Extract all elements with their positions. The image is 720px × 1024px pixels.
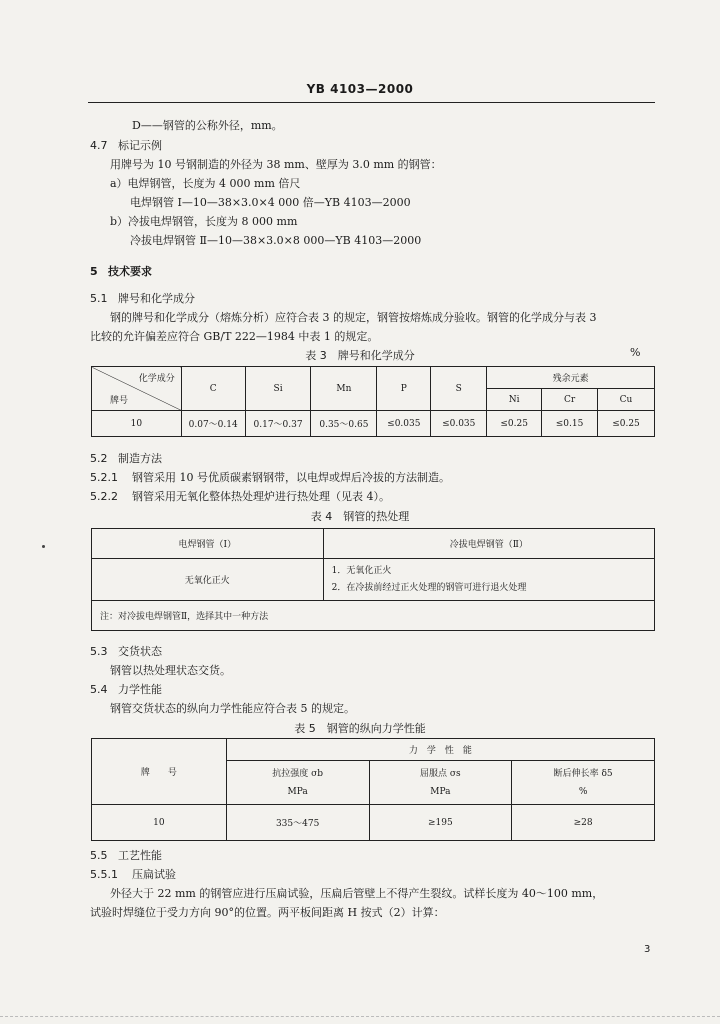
table-5-cell-elongation: ≥28 bbox=[512, 805, 655, 841]
table-5-caption: 表 5 钢管的纵向力学性能 bbox=[294, 722, 426, 735]
table-4-caption: 表 4 钢管的热处理 bbox=[310, 510, 410, 523]
table-3-cell-ni: ≤0.25 bbox=[487, 411, 542, 437]
section-5-1-number: 5.1 bbox=[90, 292, 108, 305]
table-4-cell-welded-method: 无氧化正火 bbox=[92, 559, 324, 601]
section-5-2-2-number: 5.2.2 bbox=[90, 490, 118, 503]
table-3-cell-c: 0.07～0.14 bbox=[181, 411, 245, 437]
table-3-cell-mn: 0.35～0.65 bbox=[311, 411, 377, 437]
table-3-caption: 表 3 牌号和化学成分 bbox=[305, 349, 415, 362]
table-5-header-tensile bbox=[226, 761, 369, 805]
section-4-7-number: 4.7 bbox=[90, 139, 108, 152]
table-3-corner-cell bbox=[92, 367, 182, 411]
table-3-header-si: Si bbox=[245, 367, 311, 411]
table-4-heat-treatment bbox=[91, 528, 655, 631]
section-5-1-paragraph-line-1: 钢的牌号和化学成分（熔炼分析）应符合表 3 的规定，钢管按熔炼成分验收。钢管的化学成分与表 3 bbox=[110, 311, 597, 324]
table-3-cell-s: ≤0.035 bbox=[431, 411, 487, 437]
table-5-cell-tensile: 335～475 bbox=[226, 805, 369, 841]
table-3-header-mn: Mn bbox=[311, 367, 377, 411]
section-5-number: 5 bbox=[90, 265, 98, 278]
table-3-header-cu: Cu bbox=[598, 389, 655, 411]
table-5-elongation-name: 断后伸长率 δ5 bbox=[553, 768, 613, 779]
table-3-corner-bottom: 牌号 bbox=[110, 396, 129, 406]
d-definition: D——钢管的公称外径，mm。 bbox=[132, 119, 283, 132]
section-5-5-1-title: 压扁试验 bbox=[132, 868, 176, 881]
table-5-header-grade: 牌 号 bbox=[92, 739, 227, 805]
header-rule bbox=[88, 102, 655, 103]
table-3-cell-si: 0.17～0.37 bbox=[245, 411, 311, 437]
table-3-header-cr: Cr bbox=[542, 389, 598, 411]
table-3-cell-cu: ≤0.25 bbox=[598, 411, 655, 437]
table-5-yield-name: 屈服点 σs bbox=[420, 768, 461, 779]
table-5-cell-yield: ≥195 bbox=[369, 805, 512, 841]
table-3-header-ni: Ni bbox=[487, 389, 542, 411]
table-5-header-group: 力 学 性 能 bbox=[226, 739, 654, 761]
section-5-5-1-paragraph-line-1: 外径大于 22 mm 的钢管应进行压扁试验，压扁后管壁上不得产生裂纹。试样长度为 40～100 mm， bbox=[110, 887, 604, 900]
table-5-header-elongation bbox=[512, 761, 655, 805]
section-5-3-number: 5.3 bbox=[90, 645, 108, 658]
table-4-header-cold-drawn: 冷拔电焊钢管（Ⅱ） bbox=[323, 529, 654, 559]
section-4-7-intro: 用牌号为 10 号钢制造的外径为 38 mm、壁厚为 3.0 mm 的钢管： bbox=[110, 158, 442, 171]
table-5-elongation-unit: % bbox=[578, 786, 588, 797]
section-5-4-number: 5.4 bbox=[90, 683, 108, 696]
table-4-cell-cold-drawn-methods bbox=[323, 559, 654, 601]
standard-code-header: YB 4103—2000 bbox=[306, 82, 414, 96]
section-4-7-item-a: a）电焊钢管，长度为 4 000 mm 倍尺 bbox=[110, 177, 301, 190]
table-3-cell-cr: ≤0.15 bbox=[542, 411, 598, 437]
section-5-5-number: 5.5 bbox=[90, 849, 108, 862]
section-4-7-title: 标记示例 bbox=[118, 139, 162, 152]
table-5-tensile-unit: MPa bbox=[287, 786, 308, 797]
section-5-2-1-number: 5.2.1 bbox=[90, 471, 118, 484]
section-5-2-title: 制造方法 bbox=[118, 452, 162, 465]
section-5-4-text: 钢管交货状态的纵向力学性能应符合表 5 的规定。 bbox=[110, 702, 355, 715]
section-5-3-text: 钢管以热处理状态交货。 bbox=[110, 664, 231, 677]
table-4-header-welded: 电焊钢管（Ⅰ） bbox=[92, 529, 324, 559]
table-3-header-residual: 残余元素 bbox=[487, 367, 655, 389]
section-5-1-title: 牌号和化学成分 bbox=[118, 292, 195, 305]
section-5-2-2-text: 钢管采用无氧化整体热处理炉进行热处理（见表 4）。 bbox=[132, 490, 390, 503]
section-5-5-1-paragraph-line-2: 试验时焊缝位于受力方向 90°的位置。两平板间距离 H 按式（2）计算： bbox=[90, 906, 445, 919]
table-5-tensile-name: 抗拉强度 σb bbox=[272, 768, 324, 779]
scan-dot bbox=[42, 545, 45, 548]
section-5-2-number: 5.2 bbox=[90, 452, 108, 465]
table-5-header-yield bbox=[369, 761, 512, 805]
table-3-header-p: P bbox=[377, 367, 431, 411]
table-5-yield-unit: MPa bbox=[430, 786, 451, 797]
table-4-method-2: 2．在冷拔前经过正火处理的钢管可进行退火处理 bbox=[331, 582, 527, 593]
section-4-7-item-b-mark: 冷拔电焊钢管 Ⅱ—10—38×3.0×8 000—YB 4103—2000 bbox=[130, 234, 422, 247]
section-5-1-paragraph-line-2: 比较的允许偏差应符合 GB/T 222—1984 中表 1 的规定。 bbox=[90, 330, 379, 343]
scan-edge-line bbox=[0, 1016, 720, 1017]
section-5-3-title: 交货状态 bbox=[118, 645, 162, 658]
section-4-7-item-b: b）冷拔电焊钢管，长度为 8 000 mm bbox=[110, 215, 298, 228]
section-4-7-item-a-mark: 电焊钢管 Ⅰ—10—38×3.0×4 000 倍—YB 4103—2000 bbox=[130, 196, 411, 209]
section-5-2-1-text: 钢管采用 10 号优质碳素钢钢带，以电焊或焊后冷拔的方法制造。 bbox=[132, 471, 450, 484]
table-3-corner-top: 化学成分 bbox=[138, 374, 175, 384]
table-3-header-c: C bbox=[181, 367, 245, 411]
table-4-note: 注：对冷拔电焊钢管Ⅱ，选择其中一种方法 bbox=[92, 601, 655, 631]
table-3-unit: % bbox=[630, 346, 641, 359]
table-4-method-1: 1．无氧化正火 bbox=[331, 565, 392, 576]
section-5-5-title: 工艺性能 bbox=[118, 849, 162, 862]
table-5-cell-grade: 10 bbox=[92, 805, 227, 841]
table-5-mechanical-properties bbox=[91, 738, 655, 841]
table-3-header-s: S bbox=[431, 367, 487, 411]
table-3-cell-p: ≤0.035 bbox=[377, 411, 431, 437]
table-row bbox=[92, 805, 655, 841]
page-number: 3 bbox=[644, 944, 651, 955]
section-5-5-1-number: 5.5.1 bbox=[90, 868, 118, 881]
table-3-chemical-composition bbox=[91, 366, 655, 437]
table-row bbox=[92, 411, 655, 437]
table-row bbox=[92, 559, 655, 601]
section-5-title: 技术要求 bbox=[108, 265, 152, 278]
table-3-cell-grade: 10 bbox=[92, 411, 182, 437]
section-5-4-title: 力学性能 bbox=[118, 683, 162, 696]
